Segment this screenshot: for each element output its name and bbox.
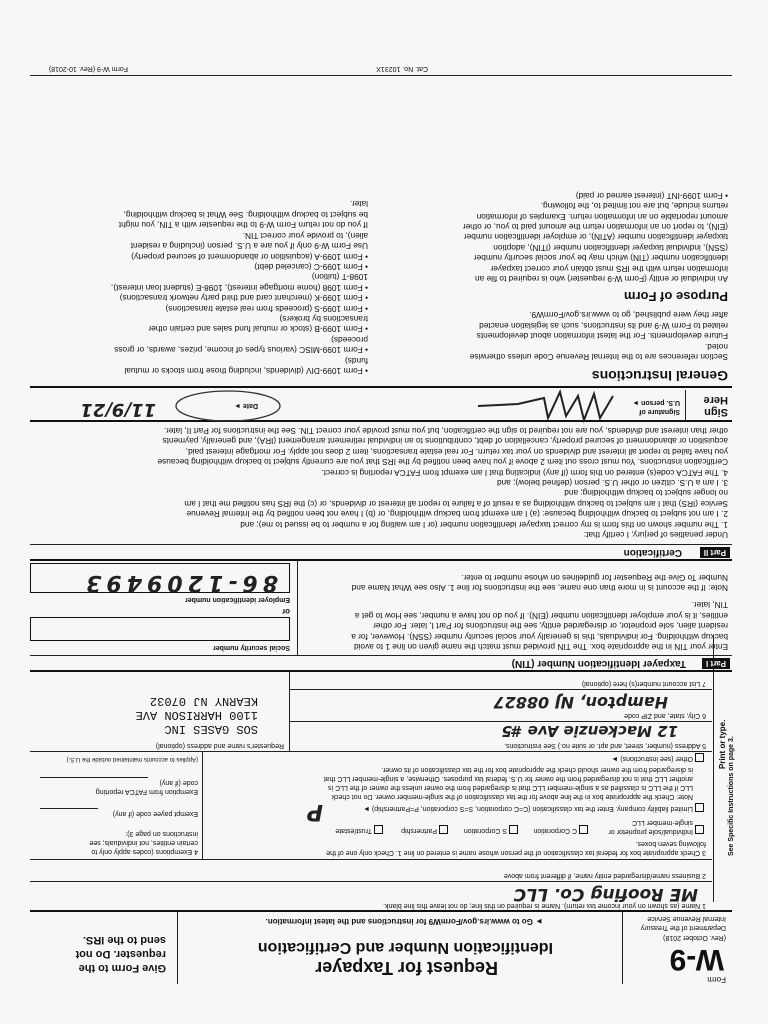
general-instructions-intro bbox=[470, 310, 728, 362]
certification-text-line: 3. I am a U.S. citizen or other U.S. person (defined below); and bbox=[496, 477, 728, 488]
part1-label: Part I bbox=[702, 658, 730, 669]
part1-text-line: resident alien, sole proprietor, or disregarded entity, see the instructions for Part I, later. For other bbox=[373, 621, 728, 632]
department-label: Department of the Treasury bbox=[640, 924, 726, 931]
fatca-label-2: code (if any) bbox=[159, 779, 198, 786]
certification-text-line: acquisition or abandonment of secured property, cancellation of debt, contributions to an individual retirement arrangement (IRA), and generally, payments bbox=[162, 436, 728, 447]
part1-text-line: TIN, later. bbox=[692, 600, 728, 611]
give-form-line1: Give Form to the bbox=[78, 962, 166, 974]
requester-line1: SOS GASES INC bbox=[164, 722, 258, 736]
general-intro-line: related to Form W-9 and its instructions, such as legislation enacted bbox=[479, 320, 728, 331]
other-label: Other (see instructions) ► bbox=[611, 755, 693, 762]
purpose-of-form-title: Purpose of Form bbox=[623, 289, 728, 304]
llc-classification-value[interactable]: P bbox=[306, 799, 323, 824]
exempt-payee-label: Exempt payee code (if any) bbox=[112, 810, 198, 817]
purpose-text-line: identification number (TIN) which may be your social security number bbox=[473, 253, 728, 264]
general-instructions-forms-list bbox=[111, 199, 368, 376]
fatca-note: (Applies to accounts maintained outside the U.S.) bbox=[66, 756, 198, 762]
forms-list-line: be subject to backup withholding. See What is backup withholding, bbox=[123, 209, 368, 220]
ein-label: Employer identification number bbox=[184, 596, 290, 603]
line3-label-cont: following seven boxes. bbox=[635, 840, 706, 847]
date-label: Date ► bbox=[233, 402, 258, 409]
purpose-text-line: (SSN), individual taxpayer identification number (ITIN), adoption bbox=[493, 242, 728, 253]
ssn-field[interactable] bbox=[30, 617, 290, 641]
form-word: Form bbox=[707, 975, 726, 984]
part1-note-line1: Note: If the account is in more than one name, see the instructions for line 1. Also see What Name and bbox=[351, 583, 728, 593]
certification-text-line: other than interest and dividends, you are not required to sign the certification, but you must provide your correct TIN. See the instructions for Part II, later. bbox=[164, 425, 728, 436]
forms-list-line: • Form 1098 (home mortgage interest), 1098-E (student loan interest), bbox=[110, 282, 368, 293]
line1-name-value[interactable]: ME Roofing Co. LLC bbox=[513, 884, 698, 904]
forms-list-line: funds) bbox=[344, 355, 368, 366]
part1-note-line2: Number To Give the Requester for guidelines on whose number to enter. bbox=[461, 573, 728, 583]
ein-value[interactable]: 86-1209493 bbox=[81, 570, 278, 595]
purpose-text-line: • Form 1099-INT (interest earned or paid) bbox=[575, 190, 728, 201]
llc-note-line2: LLC if the LLC is classified as a single-member LLC that is disregarded from the owner unless the owner of the LLC is bbox=[328, 784, 693, 791]
exemptions-label-1: 4 Exemptions (codes apply only to bbox=[91, 848, 198, 855]
form-revision: (Rev. October 2018) bbox=[663, 934, 726, 941]
fatca-label-1: Exemption from FATCA reporting bbox=[95, 788, 198, 795]
certification-text-line: no longer subject to backup withholding; and bbox=[564, 488, 728, 499]
purpose-of-form-text bbox=[463, 190, 728, 284]
part1-instructions bbox=[351, 600, 728, 652]
general-intro-line: noted. bbox=[704, 341, 728, 352]
general-intro-line: after they were published, go to www.irs.gov/FormW9. bbox=[529, 310, 728, 321]
footer-form-revision: Form W-9 (Rev. 10-2018) bbox=[48, 65, 128, 72]
forms-list-line: If you do not return Form W-9 to the requester with a TIN, you might bbox=[118, 220, 368, 231]
general-instructions-title: General Instructions bbox=[591, 368, 728, 384]
purpose-text-line: taxpayer identification number (ATIN), or employer identification number bbox=[463, 232, 728, 243]
goto-instructions: ► Go to www.irs.gov/FormW9 for instructions and the latest information. bbox=[265, 917, 543, 926]
exemptions-label-2: certain entities, not individuals; see bbox=[89, 839, 198, 846]
forms-list-line: • Form 1099-A (acquisition or abandonment of secured property) bbox=[131, 251, 368, 262]
irs-label: Internal Revenue Service bbox=[647, 915, 726, 922]
individual-label-cont: single-member LLC bbox=[631, 819, 693, 826]
s-corporation-checkbox[interactable] bbox=[509, 825, 518, 834]
certification-text-line: Certification instructions. You must cross out item 2 above if you have been notified by the IRS that you are currently subject to backup withholding because bbox=[157, 457, 728, 468]
line2-label: 2 Business name/disregarded entity name, if different from above bbox=[503, 872, 706, 879]
purpose-text-line: amount reportable on an information return. Examples of information bbox=[476, 211, 728, 222]
certification-text-line: 2. I am not subject to backup withholding because: (a) I am exempt from backup withholding, or (b) I have not been notified by the Internal Revenue bbox=[186, 509, 728, 520]
part1-text-line: entities, it is your employer identification number (EIN). If you do not have a number, see How to get a bbox=[354, 610, 728, 621]
c-corporation-label: C Corporation bbox=[533, 827, 577, 834]
part1-title: Taxpayer Identification Number (TIN) bbox=[511, 658, 686, 669]
forms-list-line: Use Form W-9 only if you are a U.S. person (including a resident bbox=[130, 241, 368, 252]
s-corporation-label: S Corporation bbox=[463, 827, 507, 834]
forms-list-line: later. bbox=[350, 199, 368, 210]
part2-title: Certification bbox=[623, 547, 682, 558]
form-name: W-9 bbox=[669, 943, 724, 976]
forms-list-line: • Form 1099-B (stock or mutual fund sales and certain other bbox=[148, 324, 368, 335]
certification-text-line: 1. The number shown on this form is my correct taxpayer identification number (or I am waiting for a number to be issued to me); and bbox=[240, 519, 728, 530]
individual-checkbox[interactable] bbox=[695, 825, 704, 834]
purpose-text-line: returns include, but are not limited to, the following. bbox=[540, 201, 728, 212]
general-intro-line: Future developments. For the latest information about developments bbox=[476, 331, 728, 342]
line6-city-value[interactable]: Hampton, NJ 08827 bbox=[493, 693, 668, 712]
signature-scribble[interactable] bbox=[448, 386, 618, 426]
partnership-label: Partnership bbox=[401, 827, 437, 834]
llc-checkbox[interactable] bbox=[695, 803, 704, 812]
date-value[interactable]: 11/9/21 bbox=[80, 399, 156, 420]
line1-label: 1 Name (as shown on your income tax return). Name is required on this line; do not leave this line blank. bbox=[383, 902, 706, 909]
part1-text-line: Enter your TIN in the appropriate box. The TIN provided must match the name given on line 1 to avoid bbox=[353, 642, 728, 652]
other-checkbox[interactable] bbox=[695, 753, 704, 762]
exemptions-label-3: instructions on page 3): bbox=[125, 830, 198, 837]
llc-label: Limited liability company. Enter the tax classification (C=C corporation, S=S corporation, P=Partnership) ► bbox=[363, 805, 693, 812]
cat-number: Cat. No. 10231X bbox=[376, 65, 428, 72]
line7-label: 7 List account number(s) here (optional) bbox=[581, 680, 706, 687]
ssn-label: Social security number bbox=[212, 644, 290, 651]
purpose-text-line: An individual or entity (Form W-9 requester) who is required to file an bbox=[474, 274, 728, 284]
partnership-checkbox[interactable] bbox=[439, 825, 448, 834]
date-label-circle bbox=[173, 388, 283, 424]
signature-label-2: U.S. person ► bbox=[632, 399, 680, 406]
part1-text-line: backup withholding. For individuals, this is generally your social security number (SSN). However, for a bbox=[351, 631, 728, 642]
forms-list-line: alien), to provide your correct TIN. bbox=[242, 230, 368, 241]
purpose-text-line: (EIN), to report on an information return the amount paid to you, or other bbox=[462, 221, 728, 232]
requester-line2: 1100 HARRISON AVE bbox=[135, 708, 258, 722]
see-specific-instructions-label: See Specific Instructions on page 3. bbox=[728, 736, 735, 856]
forms-list-line: proceeds) bbox=[331, 334, 368, 345]
certification-text-line: Service (IRS) that I am subject to backup withholding as a result of a failure to report all interest or dividends, or (c) the IRS has notified me that I am bbox=[184, 498, 728, 509]
forms-list-line: • Form 1099-MISC (various types of income, prizes, awards, or gross bbox=[114, 345, 368, 356]
here-label: Here bbox=[703, 394, 728, 406]
trust-estate-checkbox[interactable] bbox=[374, 825, 383, 834]
purpose-text-line: information return with the IRS must obtain your correct taxpayer bbox=[490, 263, 728, 274]
llc-note-line3: another LLC that is not disregarded from the owner for U.S. federal tax purposes. Otherwise, a single-member LLC that bbox=[323, 775, 693, 782]
forms-list-line: transactions by brokers) bbox=[279, 313, 368, 324]
forms-list-line: • Form 1099-C (canceled debt) bbox=[254, 261, 368, 272]
give-form-line3: send to the IRS. bbox=[82, 934, 166, 946]
print-or-type-label: Print or type. bbox=[718, 719, 727, 769]
requester-label: Requester's name and address (optional) bbox=[155, 742, 284, 749]
form-title-line1: Request for Taxpayer bbox=[315, 958, 498, 978]
signature-label-1: Signature of bbox=[639, 408, 680, 415]
forms-list-line: • Form 1099-S (proceeds from real estate transactions) bbox=[165, 303, 368, 314]
general-intro-line: Section references are to the Internal Revenue Code unless otherwise bbox=[469, 352, 728, 362]
give-form-line2: requester. Do not bbox=[75, 948, 166, 960]
requester-line3: KEARNY NJ 07032 bbox=[149, 694, 258, 708]
forms-list-line: • Form 1099-DIV (dividends, including those from stocks or mutual bbox=[124, 366, 368, 376]
c-corporation-checkbox[interactable] bbox=[579, 825, 588, 834]
form-title-line2: Identification Number and Certification bbox=[257, 939, 553, 956]
part2-certification-text bbox=[157, 426, 728, 540]
line6-label: 6 City, state, and ZIP code bbox=[624, 712, 706, 719]
line5-label: 5 Address (number, street, and apt. or suite no.) See instructions. bbox=[504, 742, 706, 749]
certification-text-line: Under penalties of perjury, I certify that: bbox=[583, 530, 728, 540]
forms-list-line: • Form 1099-K (merchant card and third party network transactions) bbox=[119, 293, 368, 304]
forms-list-line: 1098-T (tuition) bbox=[311, 272, 368, 283]
sign-label: Sign bbox=[704, 406, 728, 418]
part2-label: Part II bbox=[700, 547, 730, 558]
llc-note-line4: is disregarded from the owner should check the appropriate box for the tax classification of its owner. bbox=[381, 766, 693, 773]
or-label: or bbox=[282, 607, 290, 616]
trust-estate-label: Trust/estate bbox=[335, 827, 372, 834]
individual-label: Individual/sole proprietor or bbox=[608, 828, 693, 835]
certification-text-line: 4. The FATCA code(s) entered on this form (if any) indicating that I am exempt from FATCA reporting is correct. bbox=[321, 467, 728, 478]
llc-note-line1: Note: Check the appropriate box in the line above for the tax classification of the single-member owner. Do not check bbox=[331, 793, 693, 800]
line3-label: 3 Check appropriate box for federal tax classification of the person whose name is entered on line 1. Check only one of the bbox=[326, 849, 706, 856]
certification-text-line: you have failed to report all interest and dividends on your tax return. For real estate transactions, item 2 does not apply. For mortgage interest paid, bbox=[185, 446, 728, 457]
line5-address-value[interactable]: 12 Mackenzie Ave #5 bbox=[501, 722, 678, 740]
